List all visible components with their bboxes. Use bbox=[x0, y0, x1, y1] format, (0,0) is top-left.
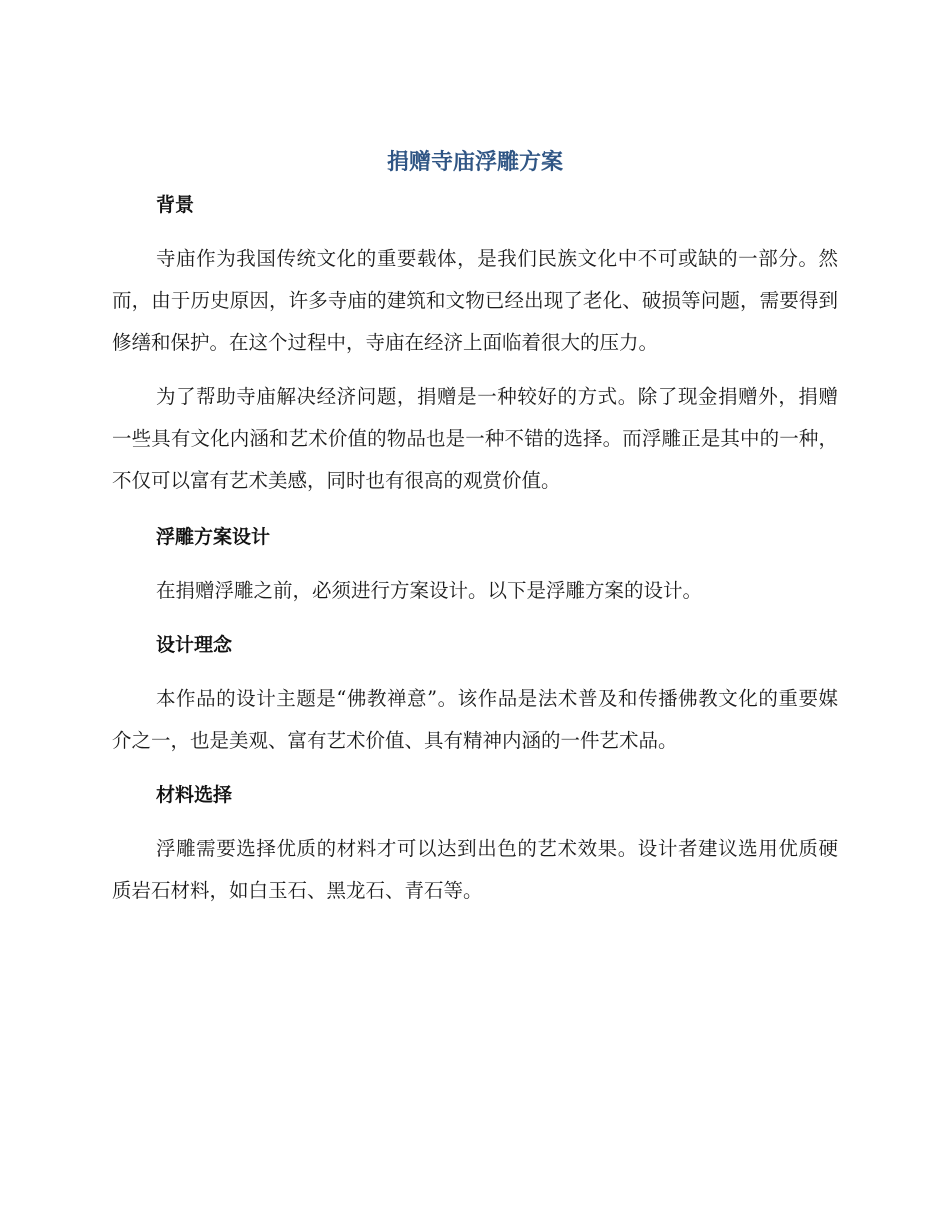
paragraph-material-1: 浮雕需要选择优质的材料才可以达到出色的艺术效果。设计者建议选用优质硬质岩石材料，如白玉石、黑龙石、青石等。 bbox=[112, 837, 838, 902]
paragraph-background-2: 为了帮助寺庙解决经济问题，捐赠是一种较好的方式。除了现金捐赠外，捐赠一些具有文化内涵和艺术价值的物品也是一种不错的选择。而浮雕正是其中的一种，不仅可以富有艺术美感，同时也有很高的观赏价值。 bbox=[112, 385, 838, 492]
section-heading-design-plan: 浮雕方案设计 bbox=[156, 526, 271, 548]
section-heading-design-concept: 设计理念 bbox=[156, 634, 233, 656]
section-heading-material: 材料选择 bbox=[156, 784, 233, 806]
paragraph-background-1: 寺庙作为我国传统文化的重要载体，是我们民族文化中不可或缺的一部分。然而，由于历史原因，许多寺庙的建筑和文物已经出现了老化、破损等问题，需要得到修缮和保护。在这个过程中，寺庙在经济上面临着很大的压力。 bbox=[112, 247, 838, 354]
document-body bbox=[112, 184, 838, 912]
paragraph-design-plan-1: 在捐赠浮雕之前，必须进行方案设计。以下是浮雕方案的设计。 bbox=[156, 579, 703, 602]
document-title: 捐赠寺庙浮雕方案 bbox=[386, 150, 563, 175]
paragraph-design-concept-1: 本作品的设计主题是“佛教禅意”。该作品是法术普及和传播佛教文化的重要媒介之一，也是美观、富有艺术价值、具有精神内涵的一件艺术品。 bbox=[112, 687, 838, 752]
section-heading-background: 背景 bbox=[156, 194, 195, 216]
